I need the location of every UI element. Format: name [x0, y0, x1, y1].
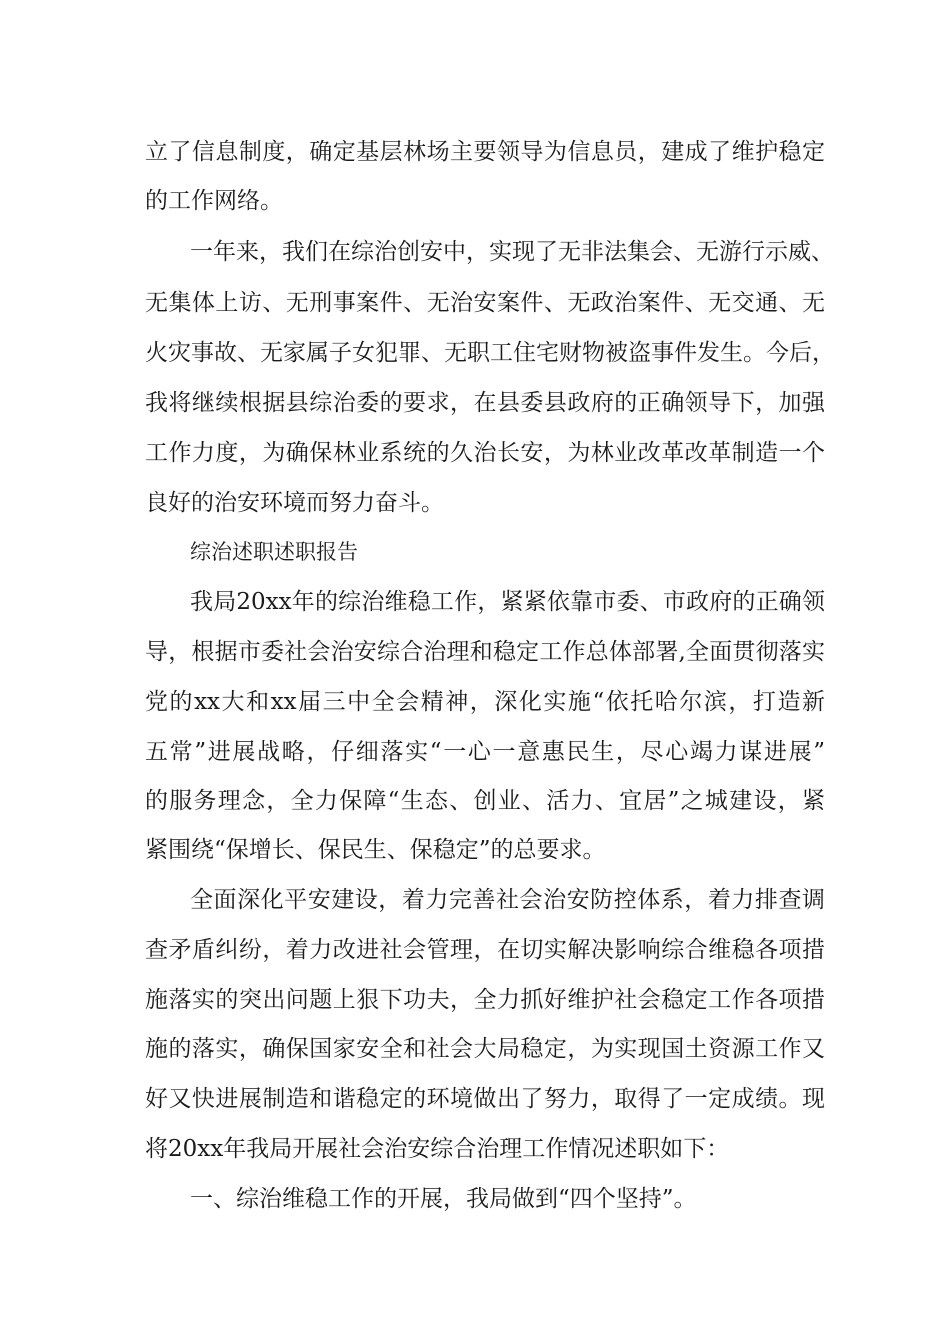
- text-line: 良好的治安环境而努力奋斗。: [145, 490, 444, 516]
- text-line: 我将继续根据县综治委的要求，在县委县政府的正确领导下，加强: [145, 390, 825, 416]
- text-line: 将20xx年我局开展社会治安综合治理工作情况述职如下：: [145, 1136, 730, 1162]
- text-line: 的工作网络。: [145, 188, 283, 214]
- text-line: 我局20xx年的综治维稳工作，紧紧依靠市委、市政府的正确领: [190, 589, 825, 615]
- text-line: 一年来，我们在综治创安中，实现了无非法集会、无游行示威、: [190, 239, 834, 265]
- text-line: 的服务理念，全力保障“生态、创业、活力、宜居”之城建设，紧: [145, 788, 825, 814]
- text-line: 党的xx大和xx届三中全会精神，深化实施“依托哈尔滨，打造新: [145, 689, 825, 715]
- text-line: 紧围绕“保增长、保民生、保稳定”的总要求。: [145, 837, 606, 863]
- text-line: 导，根据市委社会治安综合治理和稳定工作总体部署,全面贯彻落实: [145, 639, 825, 665]
- section-heading: 综治述职述职报告: [190, 540, 358, 564]
- text-line: 施的落实，确保国家安全和社会大局稳定，为实现国土资源工作又: [145, 1036, 825, 1062]
- text-line: 全面深化平安建设，着力完善社会治安防控体系，着力排查调: [190, 887, 825, 913]
- text-line: 查矛盾纠纷，着力改进社会管理，在切实解决影响综合维稳各项措: [145, 937, 825, 963]
- text-line: 五常”进展战略，仔细落实“一心一意惠民生，尽心竭力谋进展”: [145, 739, 825, 765]
- text-line: 好又快进展制造和谐稳定的环境做出了努力，取得了一定成绩。现: [145, 1086, 825, 1112]
- text-line: 火灾事故、无家属子女犯罪、无职工住宅财物被盗事件发生。今后，: [145, 340, 835, 366]
- text-line: 工作力度，为确保林业系统的久治长安，为林业改革改革制造一个: [145, 440, 825, 466]
- text-line: 施落实的突出问题上狠下功夫，全力抓好维护社会稳定工作各项措: [145, 987, 825, 1013]
- text-line: 立了信息制度，确定基层林场主要领导为信息员，建成了维护稳定: [145, 139, 825, 165]
- text-line: 无集体上访、无刑事案件、无治安案件、无政治案件、无交通、无: [145, 290, 825, 316]
- text-line: 一、综治维稳工作的开展，我局做到“四个坚持”。: [190, 1186, 697, 1212]
